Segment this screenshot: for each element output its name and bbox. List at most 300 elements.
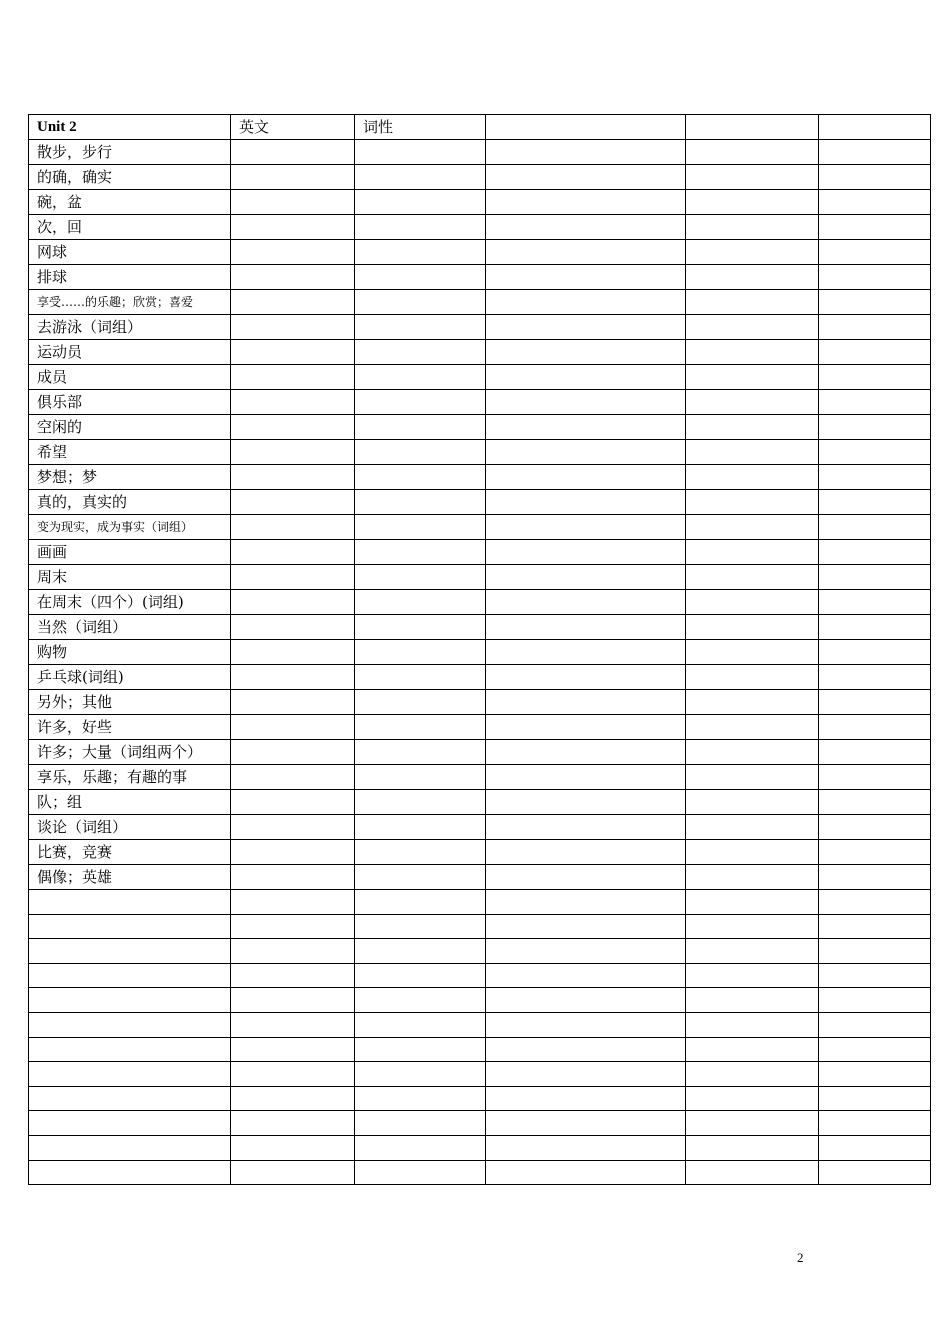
- blank-cell: [486, 415, 686, 440]
- table-row: [29, 565, 931, 590]
- blank-cell: [819, 963, 931, 988]
- blank-cell: [486, 914, 686, 939]
- table-row: [29, 465, 931, 490]
- blank-cell: [819, 865, 931, 890]
- header-cell-empty: [486, 115, 686, 140]
- table-row: [29, 815, 931, 840]
- blank-cell: [819, 565, 931, 590]
- blank-cell: [686, 1012, 819, 1037]
- blank-cell: [486, 665, 686, 690]
- part-of-speech-cell: [355, 365, 486, 390]
- blank-cell: [819, 1135, 931, 1160]
- blank-cell: [819, 265, 931, 290]
- english-answer-cell: [231, 390, 355, 415]
- blank-cell: [486, 140, 686, 165]
- english-answer-cell: [231, 1037, 355, 1062]
- blank-cell: [486, 963, 686, 988]
- blank-cell: [486, 590, 686, 615]
- english-answer-cell: [231, 840, 355, 865]
- part-of-speech-cell: [355, 565, 486, 590]
- blank-cell: [819, 690, 931, 715]
- english-answer-cell: [231, 1111, 355, 1136]
- blank-cell: [819, 1062, 931, 1087]
- chinese-meaning-cell: [29, 1086, 231, 1111]
- blank-cell: [819, 840, 931, 865]
- table-row: [29, 690, 931, 715]
- chinese-meaning-cell: [29, 1160, 231, 1185]
- blank-cell: [686, 515, 819, 540]
- part-of-speech-cell: [355, 1111, 486, 1136]
- english-answer-cell: [231, 315, 355, 340]
- part-of-speech-cell: [355, 1135, 486, 1160]
- chinese-meaning-cell: 乒乓球(词组): [29, 665, 231, 690]
- chinese-meaning-cell: [29, 1037, 231, 1062]
- blank-cell: [486, 290, 686, 315]
- part-of-speech-cell: [355, 340, 486, 365]
- english-answer-cell: [231, 565, 355, 590]
- chinese-meaning-cell: 去游泳（词组）: [29, 315, 231, 340]
- table-row: [29, 340, 931, 365]
- header-cell-empty: [819, 115, 931, 140]
- english-answer-cell: [231, 790, 355, 815]
- chinese-meaning-cell: 希望: [29, 440, 231, 465]
- blank-cell: [486, 540, 686, 565]
- english-answer-cell: [231, 540, 355, 565]
- table-row: [29, 939, 931, 964]
- blank-cell: [686, 790, 819, 815]
- english-answer-cell: [231, 715, 355, 740]
- chinese-meaning-cell: 碗，盆: [29, 190, 231, 215]
- chinese-meaning-cell: 另外；其他: [29, 690, 231, 715]
- part-of-speech-cell: [355, 1012, 486, 1037]
- table-row: [29, 963, 931, 988]
- part-of-speech-cell: [355, 540, 486, 565]
- part-of-speech-cell: [355, 665, 486, 690]
- blank-cell: [486, 390, 686, 415]
- blank-cell: [686, 190, 819, 215]
- blank-cell: [486, 1062, 686, 1087]
- blank-cell: [686, 963, 819, 988]
- blank-cell: [819, 215, 931, 240]
- blank-cell: [486, 840, 686, 865]
- english-answer-cell: [231, 365, 355, 390]
- chinese-meaning-cell: [29, 988, 231, 1013]
- table-row: [29, 590, 931, 615]
- blank-cell: [819, 640, 931, 665]
- table-row: [29, 914, 931, 939]
- part-of-speech-cell: [355, 465, 486, 490]
- table-row: [29, 390, 931, 415]
- part-of-speech-cell: [355, 939, 486, 964]
- english-answer-cell: [231, 1160, 355, 1185]
- blank-cell: [486, 240, 686, 265]
- table-row: [29, 715, 931, 740]
- part-of-speech-cell: [355, 1037, 486, 1062]
- table-row: [29, 415, 931, 440]
- part-of-speech-cell: [355, 740, 486, 765]
- blank-cell: [686, 415, 819, 440]
- english-answer-cell: [231, 665, 355, 690]
- table-row: [29, 1135, 931, 1160]
- blank-cell: [819, 315, 931, 340]
- part-of-speech-cell: [355, 165, 486, 190]
- part-of-speech-cell: [355, 190, 486, 215]
- part-of-speech-cell: [355, 765, 486, 790]
- english-answer-cell: [231, 215, 355, 240]
- blank-cell: [486, 790, 686, 815]
- blank-cell: [819, 165, 931, 190]
- chinese-meaning-cell: 周末: [29, 565, 231, 590]
- table-row: [29, 540, 931, 565]
- blank-cell: [486, 615, 686, 640]
- blank-cell: [486, 740, 686, 765]
- blank-cell: [486, 715, 686, 740]
- blank-cell: [686, 1062, 819, 1087]
- table-row: [29, 640, 931, 665]
- table-row: [29, 165, 931, 190]
- table-row: [29, 1086, 931, 1111]
- chinese-meaning-cell: 成员: [29, 365, 231, 390]
- blank-cell: [819, 390, 931, 415]
- table-row: [29, 790, 931, 815]
- chinese-meaning-cell: 比赛，竞赛: [29, 840, 231, 865]
- blank-cell: [819, 665, 931, 690]
- english-answer-cell: [231, 340, 355, 365]
- blank-cell: [686, 665, 819, 690]
- table-row: [29, 740, 931, 765]
- table-row: [29, 290, 931, 315]
- blank-cell: [819, 290, 931, 315]
- page-number: 2: [797, 1250, 804, 1265]
- blank-cell: [486, 865, 686, 890]
- blank-cell: [819, 715, 931, 740]
- header-cell-unit: Unit 2: [29, 115, 231, 140]
- chinese-meaning-cell: 享受……的乐趣；欣赏；喜爱: [29, 290, 231, 315]
- blank-cell: [819, 190, 931, 215]
- english-answer-cell: [231, 815, 355, 840]
- part-of-speech-cell: [355, 415, 486, 440]
- chinese-meaning-cell: 排球: [29, 265, 231, 290]
- table-row: [29, 1111, 931, 1136]
- table-row: [29, 240, 931, 265]
- part-of-speech-cell: [355, 515, 486, 540]
- table-row: [29, 665, 931, 690]
- blank-cell: [686, 1135, 819, 1160]
- blank-cell: [686, 914, 819, 939]
- blank-cell: [686, 390, 819, 415]
- blank-cell: [686, 765, 819, 790]
- blank-cell: [686, 265, 819, 290]
- blank-cell: [486, 440, 686, 465]
- blank-cell: [819, 815, 931, 840]
- blank-cell: [819, 490, 931, 515]
- blank-cell: [486, 190, 686, 215]
- chinese-meaning-cell: [29, 1012, 231, 1037]
- english-answer-cell: [231, 765, 355, 790]
- chinese-meaning-cell: 散步，步行: [29, 140, 231, 165]
- blank-cell: [686, 315, 819, 340]
- vocabulary-table-body: [29, 115, 931, 1185]
- blank-cell: [819, 1037, 931, 1062]
- english-answer-cell: [231, 190, 355, 215]
- blank-cell: [819, 1160, 931, 1185]
- blank-cell: [486, 340, 686, 365]
- header-cell-empty: [686, 115, 819, 140]
- table-row: [29, 1160, 931, 1185]
- header-cell-part-of-speech: 词性: [355, 115, 486, 140]
- english-answer-cell: [231, 1062, 355, 1087]
- blank-cell: [686, 540, 819, 565]
- english-answer-cell: [231, 465, 355, 490]
- chinese-meaning-cell: 画画: [29, 540, 231, 565]
- blank-cell: [686, 340, 819, 365]
- chinese-meaning-cell: [29, 890, 231, 915]
- blank-cell: [486, 640, 686, 665]
- chinese-meaning-cell: 俱乐部: [29, 390, 231, 415]
- blank-cell: [819, 615, 931, 640]
- chinese-meaning-cell: 次，回: [29, 215, 231, 240]
- chinese-meaning-cell: [29, 939, 231, 964]
- blank-cell: [819, 540, 931, 565]
- table-row: [29, 490, 931, 515]
- table-row: [29, 365, 931, 390]
- chinese-meaning-cell: 空闲的: [29, 415, 231, 440]
- blank-cell: [486, 815, 686, 840]
- part-of-speech-cell: [355, 590, 486, 615]
- table-row: [29, 1062, 931, 1087]
- chinese-meaning-cell: [29, 963, 231, 988]
- blank-cell: [686, 865, 819, 890]
- blank-cell: [819, 1012, 931, 1037]
- english-answer-cell: [231, 690, 355, 715]
- blank-cell: [486, 565, 686, 590]
- part-of-speech-cell: [355, 640, 486, 665]
- chinese-meaning-cell: 梦想；梦: [29, 465, 231, 490]
- blank-cell: [486, 890, 686, 915]
- part-of-speech-cell: [355, 890, 486, 915]
- part-of-speech-cell: [355, 914, 486, 939]
- english-answer-cell: [231, 988, 355, 1013]
- part-of-speech-cell: [355, 840, 486, 865]
- table-row: [29, 988, 931, 1013]
- english-answer-cell: [231, 240, 355, 265]
- english-answer-cell: [231, 140, 355, 165]
- part-of-speech-cell: [355, 615, 486, 640]
- english-answer-cell: [231, 165, 355, 190]
- blank-cell: [486, 690, 686, 715]
- chinese-meaning-cell: 网球: [29, 240, 231, 265]
- table-row: [29, 865, 931, 890]
- chinese-meaning-cell: [29, 1135, 231, 1160]
- english-answer-cell: [231, 640, 355, 665]
- blank-cell: [686, 1160, 819, 1185]
- table-row: [29, 140, 931, 165]
- blank-cell: [819, 515, 931, 540]
- blank-cell: [686, 715, 819, 740]
- header-cell-english: 英文: [231, 115, 355, 140]
- blank-cell: [686, 939, 819, 964]
- part-of-speech-cell: [355, 315, 486, 340]
- english-answer-cell: [231, 290, 355, 315]
- chinese-meaning-cell: [29, 914, 231, 939]
- blank-cell: [819, 240, 931, 265]
- blank-cell: [486, 490, 686, 515]
- blank-cell: [819, 415, 931, 440]
- blank-cell: [686, 490, 819, 515]
- english-answer-cell: [231, 265, 355, 290]
- blank-cell: [486, 465, 686, 490]
- english-answer-cell: [231, 615, 355, 640]
- part-of-speech-cell: [355, 390, 486, 415]
- vocabulary-table: [28, 114, 931, 1185]
- blank-cell: [686, 1111, 819, 1136]
- blank-cell: [486, 1135, 686, 1160]
- blank-cell: [486, 165, 686, 190]
- part-of-speech-cell: [355, 490, 486, 515]
- blank-cell: [819, 939, 931, 964]
- table-row: [29, 515, 931, 540]
- blank-cell: [819, 590, 931, 615]
- chinese-meaning-cell: 的确，确实: [29, 165, 231, 190]
- chinese-meaning-cell: 当然（词组）: [29, 615, 231, 640]
- chinese-meaning-cell: 队；组: [29, 790, 231, 815]
- part-of-speech-cell: [355, 790, 486, 815]
- english-answer-cell: [231, 1135, 355, 1160]
- blank-cell: [686, 140, 819, 165]
- blank-cell: [486, 215, 686, 240]
- blank-cell: [486, 1111, 686, 1136]
- blank-cell: [686, 840, 819, 865]
- part-of-speech-cell: [355, 988, 486, 1013]
- chinese-meaning-cell: [29, 1111, 231, 1136]
- blank-cell: [486, 515, 686, 540]
- blank-cell: [686, 565, 819, 590]
- chinese-meaning-cell: 偶像；英雄: [29, 865, 231, 890]
- part-of-speech-cell: [355, 240, 486, 265]
- chinese-meaning-cell: 许多；大量（词组两个）: [29, 740, 231, 765]
- blank-cell: [819, 765, 931, 790]
- blank-cell: [486, 765, 686, 790]
- english-answer-cell: [231, 963, 355, 988]
- blank-cell: [819, 890, 931, 915]
- blank-cell: [819, 740, 931, 765]
- blank-cell: [686, 988, 819, 1013]
- blank-cell: [686, 690, 819, 715]
- blank-cell: [686, 290, 819, 315]
- blank-cell: [486, 365, 686, 390]
- part-of-speech-cell: [355, 140, 486, 165]
- part-of-speech-cell: [355, 290, 486, 315]
- blank-cell: [686, 365, 819, 390]
- table-row: [29, 840, 931, 865]
- table-header-row: [29, 115, 931, 140]
- blank-cell: [819, 1086, 931, 1111]
- blank-cell: [819, 790, 931, 815]
- blank-cell: [686, 640, 819, 665]
- part-of-speech-cell: [355, 1160, 486, 1185]
- table-row: [29, 890, 931, 915]
- table-row: [29, 215, 931, 240]
- blank-cell: [686, 465, 819, 490]
- blank-cell: [686, 440, 819, 465]
- english-answer-cell: [231, 440, 355, 465]
- english-answer-cell: [231, 939, 355, 964]
- blank-cell: [686, 1086, 819, 1111]
- blank-cell: [486, 1012, 686, 1037]
- blank-cell: [486, 939, 686, 964]
- table-row: [29, 315, 931, 340]
- part-of-speech-cell: [355, 815, 486, 840]
- blank-cell: [686, 815, 819, 840]
- blank-cell: [486, 1160, 686, 1185]
- english-answer-cell: [231, 490, 355, 515]
- part-of-speech-cell: [355, 690, 486, 715]
- part-of-speech-cell: [355, 1062, 486, 1087]
- table-row: [29, 1037, 931, 1062]
- english-answer-cell: [231, 740, 355, 765]
- english-answer-cell: [231, 914, 355, 939]
- chinese-meaning-cell: 变为现实，成为事实（词组）: [29, 515, 231, 540]
- blank-cell: [686, 890, 819, 915]
- chinese-meaning-cell: 许多，好些: [29, 715, 231, 740]
- chinese-meaning-cell: 运动员: [29, 340, 231, 365]
- english-answer-cell: [231, 890, 355, 915]
- blank-cell: [686, 740, 819, 765]
- part-of-speech-cell: [355, 865, 486, 890]
- part-of-speech-cell: [355, 1086, 486, 1111]
- blank-cell: [486, 315, 686, 340]
- blank-cell: [686, 215, 819, 240]
- english-answer-cell: [231, 590, 355, 615]
- chinese-meaning-cell: [29, 1062, 231, 1087]
- table-row: [29, 765, 931, 790]
- part-of-speech-cell: [355, 963, 486, 988]
- english-answer-cell: [231, 415, 355, 440]
- blank-cell: [686, 165, 819, 190]
- table-row: [29, 440, 931, 465]
- blank-cell: [819, 140, 931, 165]
- table-row: [29, 615, 931, 640]
- blank-cell: [686, 240, 819, 265]
- blank-cell: [486, 1086, 686, 1111]
- chinese-meaning-cell: 享乐，乐趣；有趣的事: [29, 765, 231, 790]
- part-of-speech-cell: [355, 215, 486, 240]
- blank-cell: [819, 340, 931, 365]
- english-answer-cell: [231, 515, 355, 540]
- blank-cell: [819, 365, 931, 390]
- blank-cell: [686, 590, 819, 615]
- chinese-meaning-cell: 在周末（四个）(词组): [29, 590, 231, 615]
- blank-cell: [686, 615, 819, 640]
- chinese-meaning-cell: 购物: [29, 640, 231, 665]
- table-row: [29, 1012, 931, 1037]
- blank-cell: [819, 988, 931, 1013]
- blank-cell: [819, 914, 931, 939]
- blank-cell: [819, 465, 931, 490]
- chinese-meaning-cell: 真的，真实的: [29, 490, 231, 515]
- blank-cell: [686, 1037, 819, 1062]
- chinese-meaning-cell: 谈论（词组）: [29, 815, 231, 840]
- blank-cell: [819, 440, 931, 465]
- english-answer-cell: [231, 1012, 355, 1037]
- blank-cell: [486, 265, 686, 290]
- english-answer-cell: [231, 865, 355, 890]
- table-row: [29, 190, 931, 215]
- english-answer-cell: [231, 1086, 355, 1111]
- part-of-speech-cell: [355, 440, 486, 465]
- part-of-speech-cell: [355, 715, 486, 740]
- blank-cell: [486, 988, 686, 1013]
